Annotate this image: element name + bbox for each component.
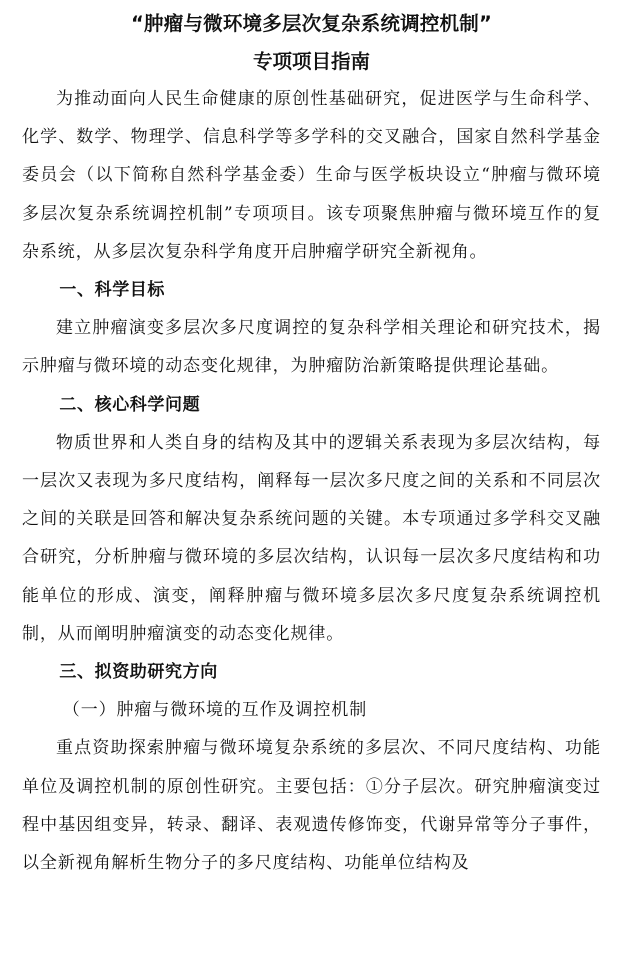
section-3-subheading-1: （一）肿瘤与微环境的互作及调控机制 — [62, 700, 368, 721]
intro-paragraph: 为推动面向人民生命健康的原创性基础研究，促进医学与生命科学、化学、数学、物理学、信息科学等多学科的交叉融合，国家自然科学基金委员会（以下简称自然科学基金委）生命与医学板块设立“肿瘤与微环境多层次复杂系统调控机制”专项项目。该专项聚焦肿瘤与微环境互作的复杂系统，从多层次复杂科学角度开启肿瘤学研究全新视角。 — [22, 89, 601, 262]
section-3-heading: 三、拟资助研究方向 — [59, 662, 218, 683]
section-1-paragraph: 建立肿瘤演变多层次多尺度调控的复杂科学相关理论和研究技术，揭示肿瘤与微环境的动态变化规律，为肿瘤防治新策略提供理论基础。 — [22, 318, 601, 377]
document-title: “肿瘤与微环境多层次复杂系统调控机制” — [131, 12, 492, 35]
section-2-paragraph: 物质世界和人类自身的结构及其中的逻辑关系表现为多层次结构，每一层次又表现为多尺度结构，阐释每一层次多尺度之间的关系和不同层次之间的关联是回答和解决复杂系统问题的关键。本专项通过多学科交叉融合研究，分析肿瘤与微环境的多层次结构，认识每一层次多尺度结构和功能单位的形成、演变，阐释肿瘤与微环境多层次多尺度复杂系统调控机制，从而阐明肿瘤演变的动态变化规律。 — [22, 432, 601, 644]
section-1-heading: 一、科学目标 — [59, 280, 165, 301]
document-subtitle: 专项项目指南 — [252, 50, 370, 73]
section-3-paragraph: 重点资助探索肿瘤与微环境复杂系统的多层次、不同尺度结构、功能单位及调控机制的原创性研究。主要包括：①分子层次。研究肿瘤演变过程中基因组变异，转录、翻译、表观遗传修饰变，代谢异常等分子事件，以全新视角解析生物分子的多尺度结构、功能单位结构及 — [22, 738, 601, 874]
section-2-heading: 二、核心科学问题 — [59, 394, 201, 415]
